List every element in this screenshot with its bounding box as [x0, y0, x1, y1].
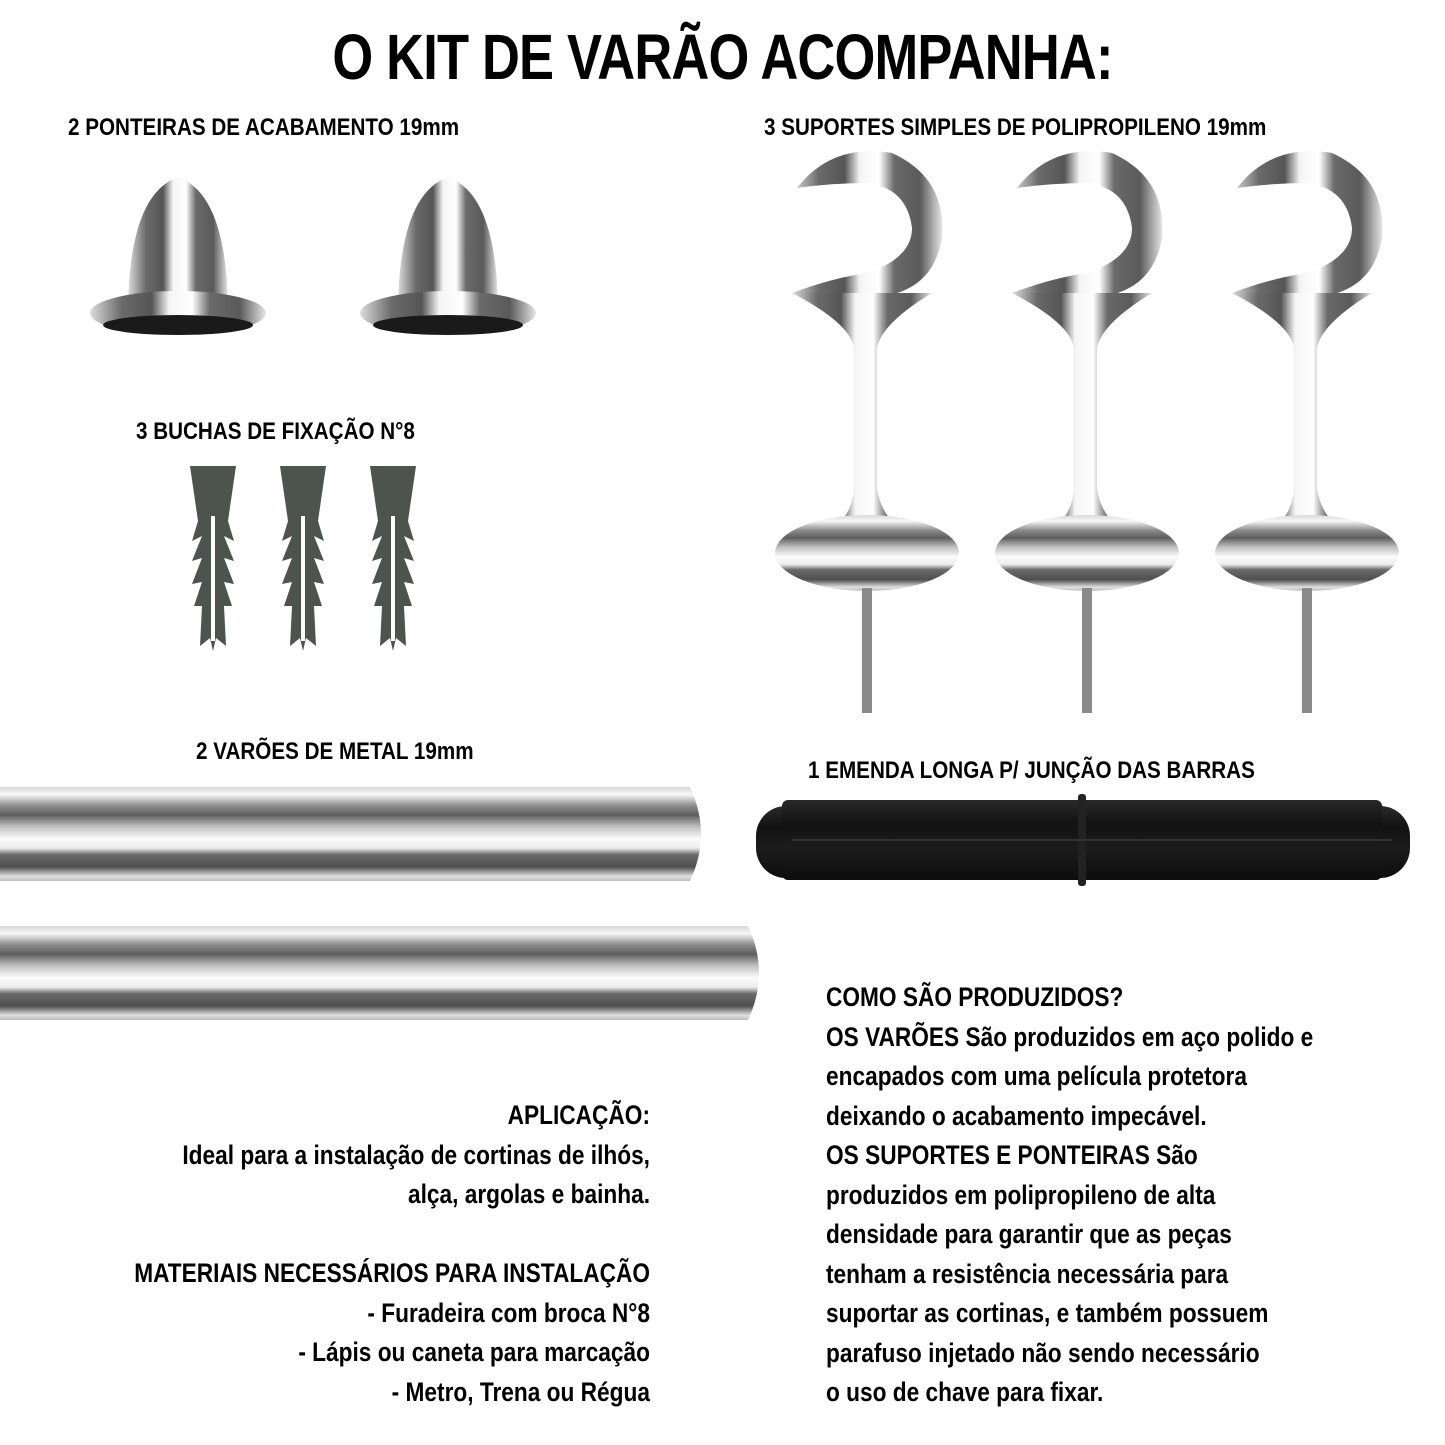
suportes-label: 3 SUPORTES SIMPLES DE POLIPROPILENO 19mm	[764, 114, 1267, 141]
hook-bracket-group	[772, 148, 1402, 718]
ponteiras-label: 2 PONTEIRAS DE ACABAMENTO 19mm	[68, 114, 460, 141]
producao-line: OS VARÕES São produzidos em aço polido e	[826, 1021, 1314, 1052]
buchas-label: 3 BUCHAS DE FIXAÇÃO N°8	[136, 418, 415, 445]
producao-line: suportar as cortinas, e também possuem	[826, 1298, 1269, 1328]
wall-plug-group	[188, 466, 418, 651]
aplicacao-line: Ideal para a instalação de cortinas de ilhós,	[182, 1139, 650, 1170]
producao-line: densidade para garantir que as peças	[826, 1219, 1232, 1249]
page-title: O KIT DE VARÃO ACOMPANHA:	[332, 21, 1113, 93]
finial-cap-icon	[358, 165, 538, 345]
finial-cap-icon	[88, 165, 268, 345]
materiais-item: - Metro, Trena ou Régua	[391, 1376, 650, 1407]
varoes-label: 2 VARÕES DE METAL 19mm	[196, 738, 474, 765]
emenda-label: 1 EMENDA LONGA P/ JUNÇÃO DAS BARRAS	[808, 757, 1255, 784]
producao-line: produzidos em polipropileno de alta	[826, 1179, 1216, 1210]
wall-plug-icon	[188, 466, 238, 651]
producao-section	[826, 978, 1406, 1413]
producao-line: encapados com uma película protetora	[826, 1061, 1247, 1091]
materiais-item: - Lápis ou caneta para marcação	[298, 1337, 650, 1367]
hook-bracket-icon	[992, 148, 1182, 718]
rod-connector-icon	[752, 794, 1414, 886]
aplicacao-line: alça, argolas e bainha.	[407, 1179, 650, 1209]
aplicacao-section	[0, 1096, 650, 1412]
wall-plug-icon	[278, 466, 328, 651]
metal-rod-icon	[0, 924, 770, 1022]
aplicacao-heading: APLICAÇÃO:	[507, 1100, 650, 1130]
producao-line: tenham a resistência necessária para	[826, 1258, 1229, 1289]
producao-heading: COMO SÃO PRODUZIDOS?	[826, 982, 1124, 1012]
producao-line: o uso de chave para fixar.	[826, 1377, 1104, 1407]
materiais-heading: MATERIAIS NECESSÁRIOS PARA INSTALAÇÃO	[134, 1258, 650, 1288]
producao-line: OS SUPORTES E PONTEIRAS São	[826, 1140, 1198, 1170]
hook-bracket-icon	[1212, 148, 1402, 718]
producao-line: deixando o acabamento impecável.	[826, 1100, 1207, 1131]
wall-plug-icon	[368, 466, 418, 651]
metal-rod-icon	[0, 785, 712, 883]
producao-line: parafuso injetado não sendo necessário	[826, 1337, 1260, 1368]
hook-bracket-icon	[772, 148, 962, 718]
materiais-item: - Furadeira com broca N°8	[367, 1297, 650, 1328]
